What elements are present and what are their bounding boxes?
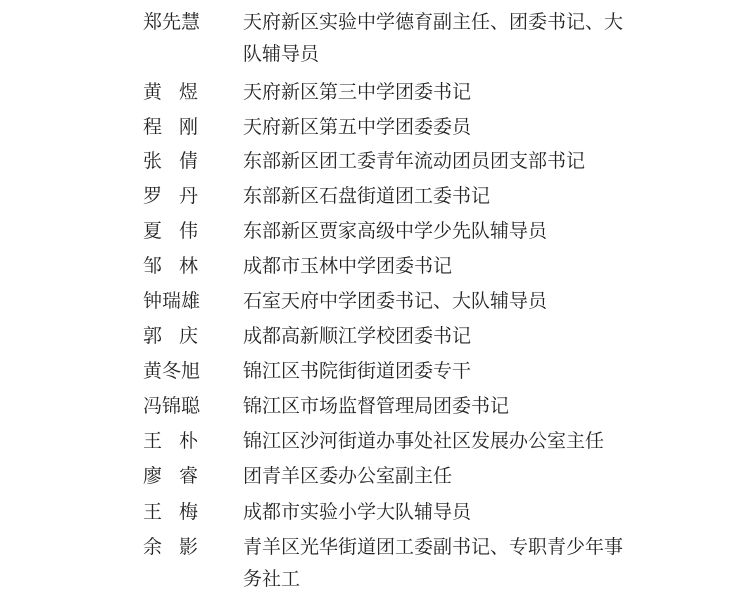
person-name: 张倩 [143,150,216,172]
person-role: 天府新区第五中学团委委员 [243,116,472,138]
person-name: 王朴 [143,430,216,452]
person-name: 黄冬旭 [143,360,201,382]
person-role: 石室天府中学团委书记、大队辅导员 [243,290,548,312]
person-role: 团青羊区委办公室副主任 [243,465,453,487]
person-role-line: 天府新区实验中学德育副主任、团委书记、大 [243,11,624,33]
person-role-continuation: 务社工 [243,568,301,590]
person-role: 锦江区沙河街道办事处社区发展办公室主任 [243,430,605,452]
person-role-continuation: 队辅导员 [243,43,320,65]
person-role [243,537,643,589]
person-name: 王梅 [143,501,216,523]
person-name: 钟瑞雄 [143,290,201,312]
person-role: 锦江区市场监督管理局团委书记 [243,395,510,417]
person-name: 罗丹 [143,185,216,207]
person-role: 东部新区贾家高级中学少先队辅导员 [243,220,548,242]
person-role: 成都市实验小学大队辅导员 [243,501,472,523]
person-name: 郑先慧 [143,11,201,33]
person-name: 冯锦聪 [143,395,201,417]
person-name: 廖睿 [143,465,216,487]
person-name: 余影 [143,536,216,558]
person-role-line: 青羊区光华街道团工委副书记、专职青少年事 [243,536,624,558]
person-role: 东部新区团工委青年流动团员团支部书记 [243,150,586,172]
person-name: 黄煜 [143,81,216,103]
person-role: 成都高新顺江学校团委书记 [243,325,472,347]
person-role: 成都市玉林中学团委书记 [243,255,453,277]
person-name: 夏伟 [143,220,216,242]
person-name: 郭庆 [143,325,216,347]
person-role: 东部新区石盘街道团工委书记 [243,185,491,207]
person-role [243,12,643,64]
person-role: 天府新区第三中学团委书记 [243,81,472,103]
person-role: 锦江区书院街街道团委专干 [243,360,472,382]
person-name: 邹林 [143,255,216,277]
person-name: 程刚 [143,116,216,138]
